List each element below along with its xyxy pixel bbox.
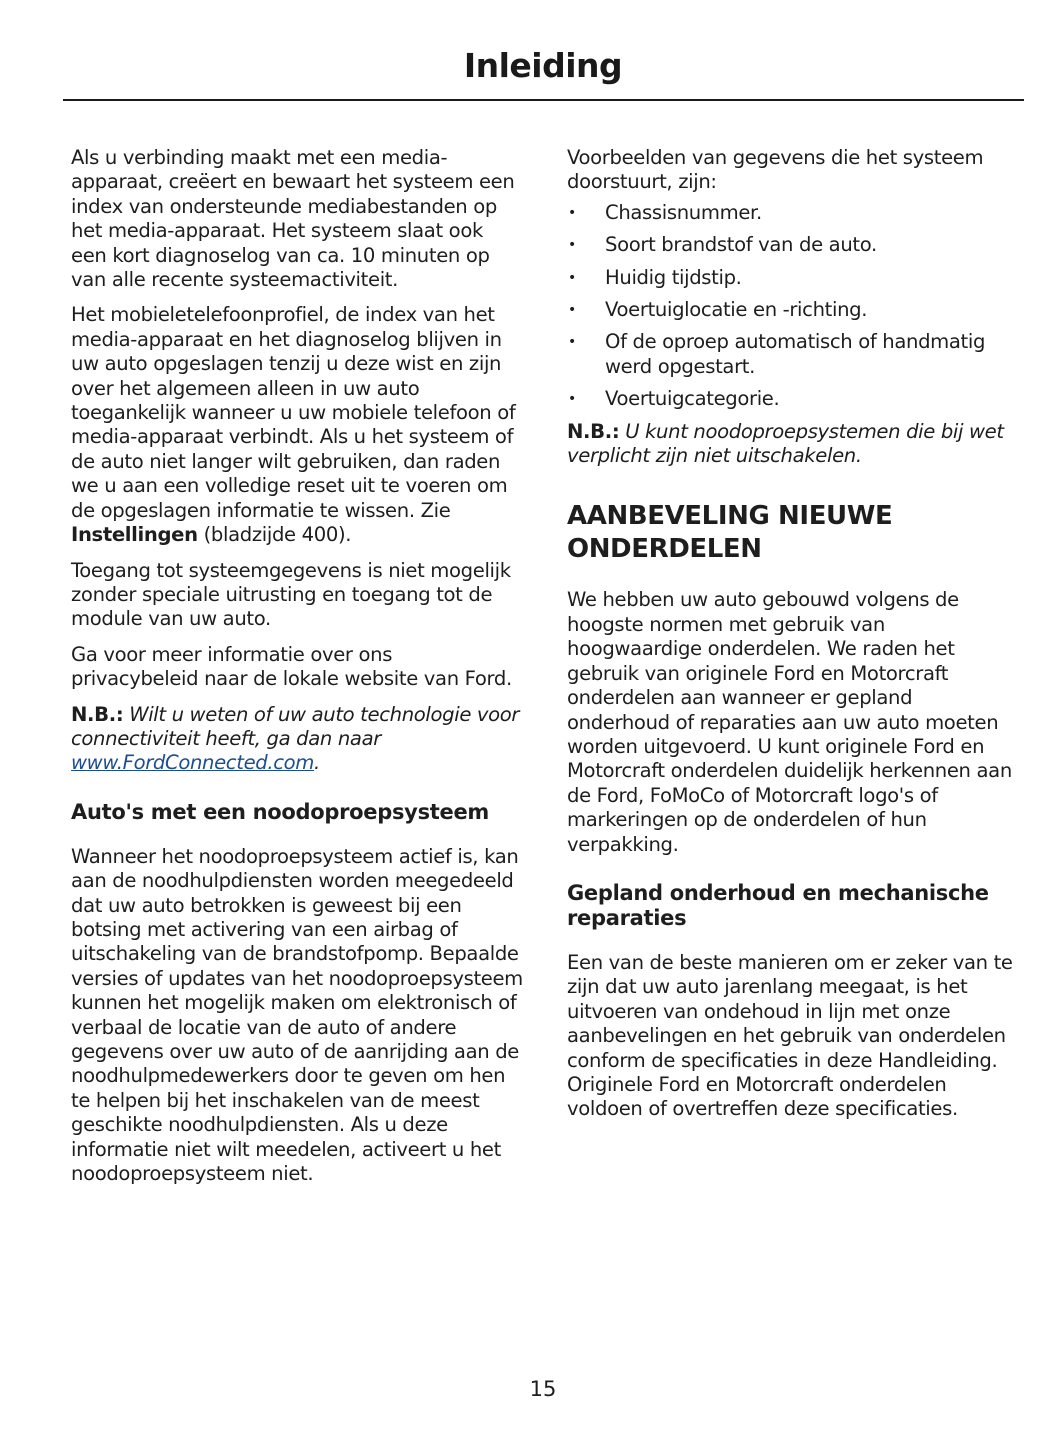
list-item-text: Chassisnummer. xyxy=(605,200,762,224)
page-title: Inleiding xyxy=(463,46,623,85)
paragraph-recommended-parts: We hebben uw auto gebouwd volgens de hoogste normen met gebruik van hoogwaardige onderdelen. We raden het gebruik van originele Ford en Motorcraft onderdelen aan wanneer er gepland onderhoud of reparaties aan uw auto moeten worden uitgevoerd. U kunt originele Ford en Motorcraft onderdelen duidelijk herkennen aan de Ford, FoMoCo of Motorcraft logo's of markeringen op de onderdelen of hun verpakking. xyxy=(567,588,1012,856)
paragraph-emergency-call: Wanneer het noodoproepsysteem actief is, kan aan de noodhulpdiensten worden meegedeeld dat uw auto betrokken is geweest bij een botsing met activering van een airbag of uitschakeling van de brandstofpomp. Bepaalde versies of updates van het noodoproepsysteem kunnen het mogelijk maken om elektronisch of verbaal de locatie van de auto of andere gegevens over uw auto of de aanrijding aan de noodhulpmedewerkers door te geven om hen te helpen bij het inschakelen van de meest geschikte noodhulpdiensten. Als u deze informatie niet wilt meedelen, activeert u het noodoproepsysteem niet. xyxy=(71,844,523,1186)
list-item xyxy=(567,266,1019,290)
fordconnected-link[interactable]: www.FordConnected.com xyxy=(71,751,315,775)
heading-scheduled-maintenance: Gepland onderhoud en mechanische reparaties xyxy=(567,880,989,930)
page-number: 15 xyxy=(529,1377,557,1401)
paragraph-phone-profile xyxy=(71,303,523,547)
bullet-icon: • xyxy=(568,237,576,254)
list-item xyxy=(567,387,1019,411)
note-text: U kunt noodoproepsystemen die bij wet verplicht zijn niet uitschakelen. xyxy=(567,419,1004,468)
list-item-text: Huidig tijdstip. xyxy=(605,265,742,289)
list-item-text: Of de oproep automatisch of handmatig werd opgestart. xyxy=(605,330,986,378)
list-item xyxy=(567,201,1019,225)
right-column xyxy=(567,146,1019,1133)
bullet-icon: • xyxy=(568,204,576,221)
phone-profile-text: Het mobieletelefoonprofiel, de index van het media-apparaat en het diagnoselog blijven in uw auto opgeslagen tenzij u deze wist en zijn over het algemeen alleen in uw auto toegankelijk wanneer u uw mobiele telefoon of media-apparaat verbindt. Als u het systeem of de auto niet langer wilt gebruiken, dan raden we u aan een volledige reset uit te voeren om de opgeslagen informatie te wissen. Zie xyxy=(71,303,516,522)
settings-reference-link[interactable]: Instellingen xyxy=(71,523,198,547)
title-divider xyxy=(63,99,1024,101)
paragraph-system-access: Toegang tot systeemgegevens is niet mogelijk zonder speciale uitrusting en toegang tot de module van uw auto. xyxy=(71,558,511,631)
bullet-icon: • xyxy=(568,334,576,351)
note-text: Wilt u weten of uw auto technologie voor connectiviteit heeft, ga dan naar xyxy=(71,702,520,750)
heading-recommended-parts: AANBEVELING NIEUWE ONDERDELEN xyxy=(567,501,893,565)
note-label: N.B.: xyxy=(567,419,620,443)
list-item xyxy=(567,298,1019,322)
bullet-icon: • xyxy=(568,269,576,286)
note-label: N.B.: xyxy=(71,702,124,726)
list-item-text: Voertuigcategorie. xyxy=(605,387,780,411)
note-emergency-systems xyxy=(567,420,1019,469)
paragraph-privacy: Ga voor meer informatie over ons privacybeleid naar de lokale website van Ford. xyxy=(71,642,512,691)
note-end: . xyxy=(314,751,320,775)
bullet-icon: • xyxy=(568,391,576,408)
paragraph-data-examples: Voorbeelden van gegevens die het systeem doorstuurt, zijn: xyxy=(567,146,984,194)
list-item xyxy=(567,233,1019,257)
note-connectivity xyxy=(71,703,523,776)
bullet-icon: • xyxy=(568,302,576,319)
paragraph-scheduled-maintenance: Een van de beste manieren om er zeker van te zijn dat uw auto jarenlang meegaat, is het uitvoeren van ondehoud in lijn met onze aanbevelingen en het gebruik van onderdelen conform de specificaties in deze Handleiding. Originele Ford en Motorcraft onderdelen voldoen of overtreffen deze specificaties. xyxy=(567,950,1013,1121)
data-examples-list xyxy=(567,201,1019,412)
list-item-text: Voertuiglocatie en -richting. xyxy=(605,298,868,322)
list-item xyxy=(567,330,1019,379)
heading-emergency-call: Auto's met een noodoproepsysteem xyxy=(71,799,489,824)
paragraph-media-index: Als u verbinding maakt met een media-apparaat, creëert en bewaart het systeem een index van ondersteunde mediabestanden op het media-apparaat. Het systeem slaat ook een kort diagnoselog van ca. 10 minuten op van alle recente systeemactiviteit. xyxy=(71,146,515,292)
page-reference: (bladzijde 400). xyxy=(197,523,352,547)
list-item-text: Soort brandstof van de auto. xyxy=(605,233,877,257)
left-column xyxy=(71,146,523,1197)
